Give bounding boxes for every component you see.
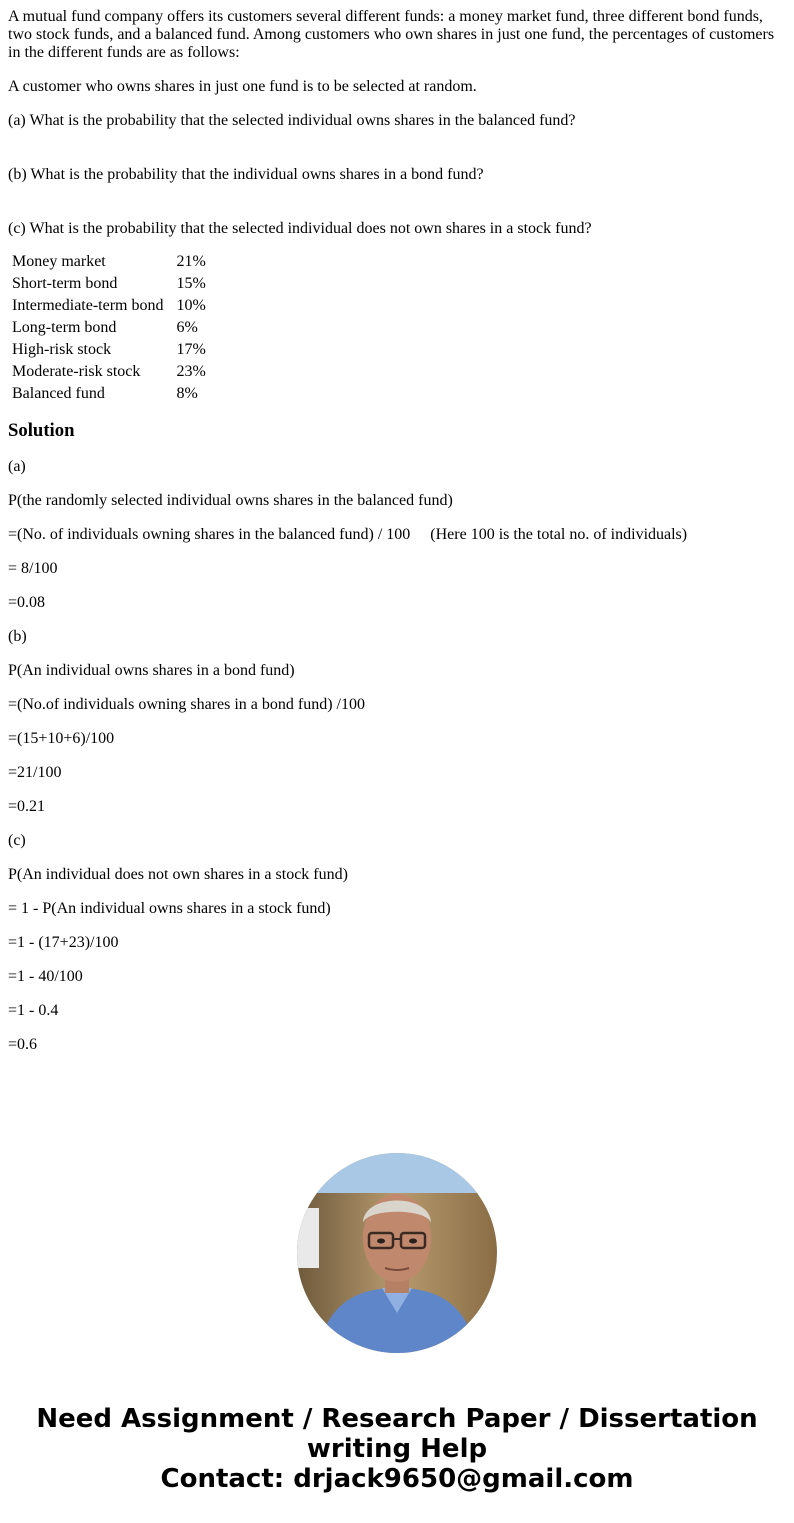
table-row — [11, 252, 207, 272]
question-intro: A mutual fund company offers its customers several different funds: a money market fund, three different bond funds, two stock funds, and a balanced fund. Among customers who own shares in just one fund, the percentages of customers in the different funds are as follows: — [8, 8, 775, 61]
question-setup: A customer who owns shares in just one fund is to be selected at random. — [8, 78, 477, 95]
table-row — [11, 362, 207, 382]
table-row — [11, 340, 207, 360]
solution-line: = 8/100 — [8, 560, 58, 577]
fund-name: Intermediate-term bond — [12, 297, 164, 314]
solution-line: =0.08 — [8, 594, 46, 611]
fund-percentage: 10% — [176, 297, 206, 314]
solution-line: P(the randomly selected individual owns shares in the balanced fund) — [8, 492, 453, 509]
fund-percentages-table — [9, 250, 209, 406]
fund-name: Money market — [12, 253, 106, 270]
solution-line: =1 - 0.4 — [8, 1002, 59, 1019]
solution-heading: Solution — [8, 420, 75, 441]
document-body — [8, 8, 786, 1070]
fund-percentage: 21% — [176, 253, 206, 270]
solution-line: P(An individual does not own shares in a stock fund) — [8, 866, 348, 883]
fund-name: Long-term bond — [12, 319, 117, 336]
table-row — [11, 384, 207, 404]
fund-percentage: 6% — [176, 319, 198, 336]
table-row — [11, 318, 207, 338]
solution-line: =(15+10+6)/100 — [8, 730, 115, 747]
question-part-b: (b) What is the probability that the individual owns shares in a bond fund? — [8, 166, 484, 183]
fund-percentage: 8% — [176, 385, 198, 402]
solution-line: =0.21 — [8, 798, 46, 815]
promo-line: Need Assignment / Research Paper / Dissertation — [36, 1404, 758, 1434]
promo-footer — [0, 1404, 794, 1494]
contact-email: Contact: drjack9650@gmail.com — [160, 1464, 634, 1494]
solution-line: P(An individual owns shares in a bond fund) — [8, 662, 295, 679]
table-row — [11, 296, 207, 316]
solution-line: (c) — [8, 832, 26, 849]
solution-line: =(No.of individuals owning shares in a bond fund) /100 — [8, 696, 365, 713]
fund-name: Moderate-risk stock — [12, 363, 141, 380]
author-avatar — [297, 1153, 497, 1353]
solution-line: =1 - 40/100 — [8, 968, 83, 985]
solution-line: =21/100 — [8, 764, 62, 781]
solution-line: =1 - (17+23)/100 — [8, 934, 119, 951]
solution-line: (b) — [8, 628, 27, 645]
table-row — [11, 274, 207, 294]
promo-line: writing Help — [306, 1434, 488, 1464]
solution-line: (a) — [8, 458, 26, 475]
solution-line: = 1 - P(An individual owns shares in a stock fund) — [8, 900, 331, 917]
fund-name: Short-term bond — [12, 275, 118, 292]
solution-line: =0.6 — [8, 1036, 38, 1053]
solution-line: =(No. of individuals owning shares in the balanced fund) / 100 (Here 100 is the total no. of individuals) — [8, 526, 688, 543]
fund-percentage: 23% — [176, 363, 206, 380]
author-portrait-image — [297, 1153, 497, 1353]
fund-name: Balanced fund — [12, 385, 105, 402]
question-part-c: (c) What is the probability that the selected individual does not own shares in a stock fund? — [8, 220, 592, 237]
fund-percentage: 17% — [176, 341, 206, 358]
fund-percentage: 15% — [176, 275, 206, 292]
question-part-a: (a) What is the probability that the selected individual owns shares in the balanced fund? — [8, 112, 576, 129]
fund-name: High-risk stock — [12, 341, 112, 358]
